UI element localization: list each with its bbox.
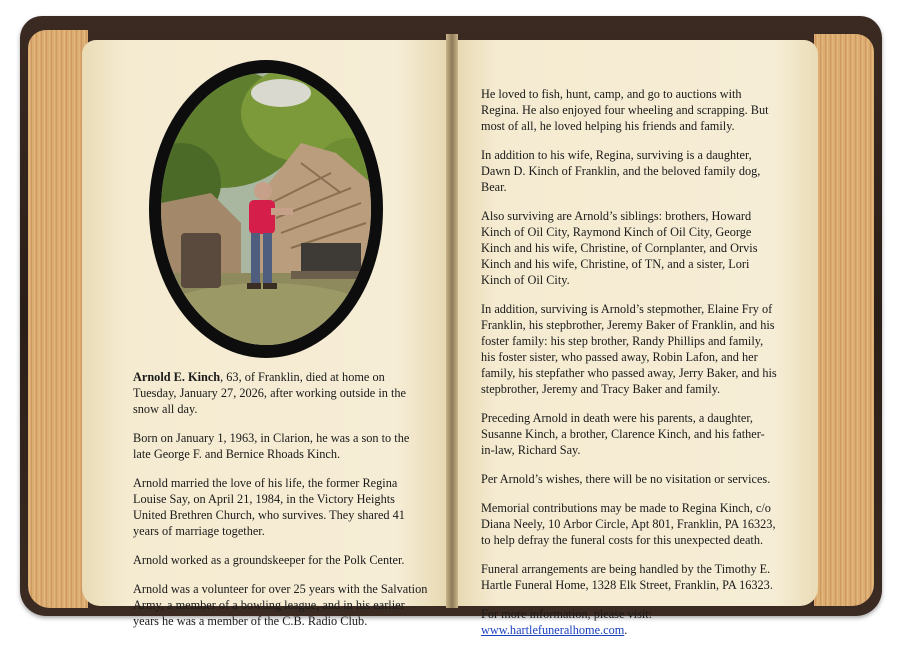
paragraph: [133, 369, 429, 417]
paragraph: Memorial contributions may be made to Regina Kinch, c/o Diana Neely, 10 Arbor Circle, Apt 801, Franklin, PA 16323, to help defray the funeral costs for this unexpected death.: [481, 501, 776, 547]
paragraph: Arnold worked as a groundskeeper for the Polk Center.: [133, 553, 405, 567]
paragraph: Also surviving are Arnold’s siblings: brothers, Howard Kinch of Oil City, Raymond Kinch of Oil City, George Kinch and his wife, Christine, of Cornplanter, and Orvis Kinch and his wife, Christine, of TN, and a sister, Lori Kinch of Oil City.: [481, 209, 758, 287]
left-column-text: [133, 369, 429, 642]
paragraph: In addition, surviving is Arnold’s stepmother, Elaine Fry of Franklin, his stepbrother, Jeremy Baker of Franklin, and his foster family: his step brother, Randy Phillips and family, his foster sister, who passed away, Robin Lafon, and her family, his stepfather who passed away, Jerry Baker, and his stepbrother, Jeremy and Tracy Baker and family.: [481, 302, 777, 396]
paragraph: Arnold was a volunteer for over 25 years with the Salvation Army, a member of a bowling league, and in his earlier years he was a member of the C.B. Radio Club.: [133, 582, 428, 628]
paragraph-text: For more information, please visit:: [481, 607, 653, 621]
paragraph: He loved to fish, hunt, camp, and go to auctions with Regina. He also enjoyed four wheeling and scrapping. But most of all, he loved helping his friends and family.: [481, 87, 769, 133]
paragraph: Funeral arrangements are being handled by the Timothy E. Hartle Funeral Home, 1328 Elk Street, Franklin, PA 16323.: [481, 562, 773, 592]
period: .: [624, 623, 628, 637]
right-column-text: [481, 86, 777, 651]
book-gutter: [446, 34, 458, 608]
deceased-name: Arnold E. Kinch: [133, 370, 221, 384]
paragraph: [481, 606, 777, 638]
paragraph: Born on January 1, 1963, in Clarion, he was a son to the late George F. and Bernice Rhoads Kinch.: [133, 431, 410, 461]
paragraph: In addition to his wife, Regina, surviving is a daughter, Dawn D. Kinch of Franklin, and the beloved family dog, Bear.: [481, 148, 761, 194]
paragraph: Preceding Arnold in death were his parents, a daughter, Susanne Kinch, a brother, Clarence Kinch, and his father-in-law, Richard Say.: [481, 411, 765, 457]
funeral-home-link[interactable]: www.hartlefuneralhome.com: [481, 623, 625, 637]
right-page-edges: [814, 34, 874, 606]
memorial-photo: [161, 73, 371, 345]
paragraph-text: , 63, of Franklin, died at home on Tuesday, January 27, 2026, after working outside in the snow all day.: [133, 370, 406, 416]
paragraph: Arnold married the love of his life, the former Regina Louise Say, on April 21, 1984, in the Victory Heights United Brethren Church, who survives. They shared 41 years of marriage together.: [133, 476, 405, 538]
left-page-edges: [28, 30, 88, 608]
paragraph: Per Arnold’s wishes, there will be no visitation or services.: [481, 472, 771, 486]
